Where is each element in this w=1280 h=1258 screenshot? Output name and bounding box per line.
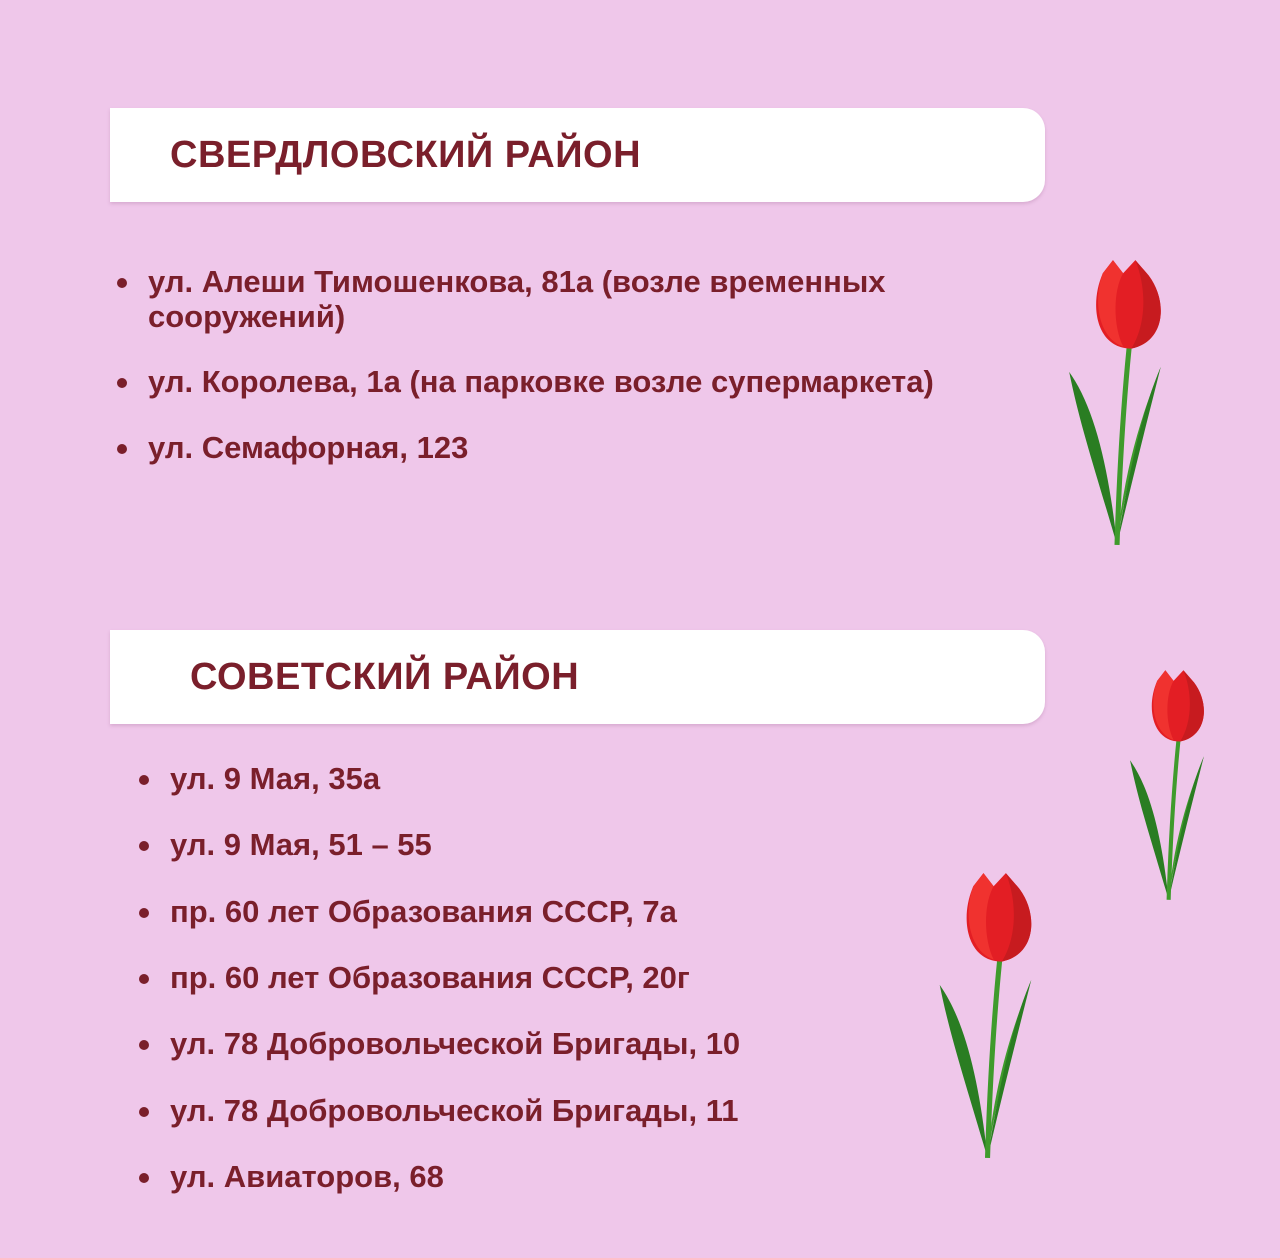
section-title: СОВЕТСКИЙ РАЙОН	[190, 656, 580, 698]
list-item: пр. 60 лет Образования СССР, 7а	[170, 894, 677, 929]
list-item: ул. 78 Добровольческой Бригады, 11	[170, 1093, 739, 1128]
section-header-sverdlovsky	[110, 108, 1045, 202]
tulip-icon	[1060, 255, 1170, 550]
section-header-sovetsky	[110, 630, 1045, 724]
list-item: ул. 9 Мая, 35а	[170, 761, 381, 796]
list-item: ул. Авиаторов, 68	[170, 1159, 444, 1194]
list-item: ул. 9 Мая, 51 – 55	[170, 827, 432, 862]
list-item: пр. 60 лет Образования СССР, 20г	[170, 960, 690, 995]
address-line: сооружений)	[148, 299, 346, 334]
address-line: ул. Алеши Тимошенкова, 81а (возле временных	[148, 264, 886, 299]
list-item: ул. 78 Добровольческой Бригады, 10	[170, 1026, 741, 1061]
section-title: СВЕРДЛОВСКИЙ РАЙОН	[170, 134, 642, 176]
list-item: ул. Семафорная, 123	[148, 430, 469, 465]
tulip-icon	[1126, 665, 1208, 905]
list-item: ул. Королева, 1а (на парковке возле супермаркета)	[148, 364, 934, 399]
list-item	[148, 264, 886, 334]
tulip-icon	[933, 868, 1038, 1163]
